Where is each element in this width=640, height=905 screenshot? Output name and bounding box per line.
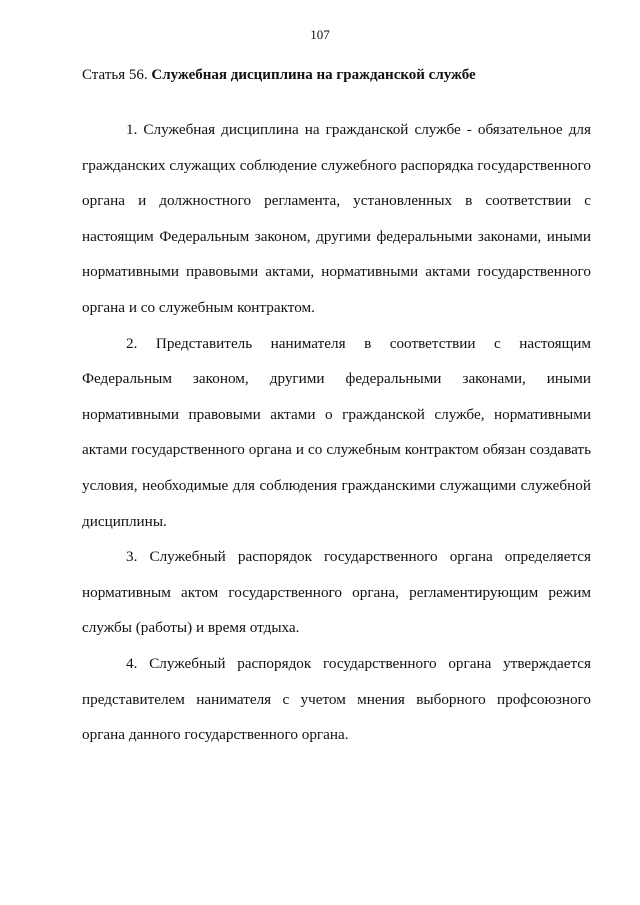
- paragraph-1: 1. Служебная дисциплина на гражданской службе - обязательное для гражданских служащих соблюдение служебного распорядка государственного органа и должностного регламента, установленных в соответствии с настоящим Федеральным законом, другими федеральными законами, иными нормативными правовыми актами, нормативными актами государственного органа и со служебным контрактом.: [82, 121, 591, 316]
- paragraph-3: 3. Служебный распорядок государственного органа определяется нормативным актом государственного органа, регламентирующим режим службы (работы) и время отдыха.: [82, 548, 591, 637]
- paragraph-4: 4. Служебный распорядок государственного органа утверждается представителем нанимателя с учетом мнения выборного профсоюзного органа данного государственного органа.: [82, 654, 591, 744]
- article-heading: [82, 66, 602, 84]
- paragraph-2: 2. Представитель нанимателя в соответствии с настоящим Федеральным законом, другими федеральными законами, иными нормативными правовыми актами о гражданской службе, нормативными актами государственного органа и со служебным контрактом обязан создавать условия, необходимые для соблюдения гражданскими служащими служебной дисциплины.: [82, 334, 591, 530]
- page-number: 107: [310, 27, 330, 42]
- article-number: Статья 56.: [82, 67, 148, 83]
- article-title: Служебная дисциплина на гражданской службе: [151, 67, 476, 83]
- article-body: [82, 112, 591, 753]
